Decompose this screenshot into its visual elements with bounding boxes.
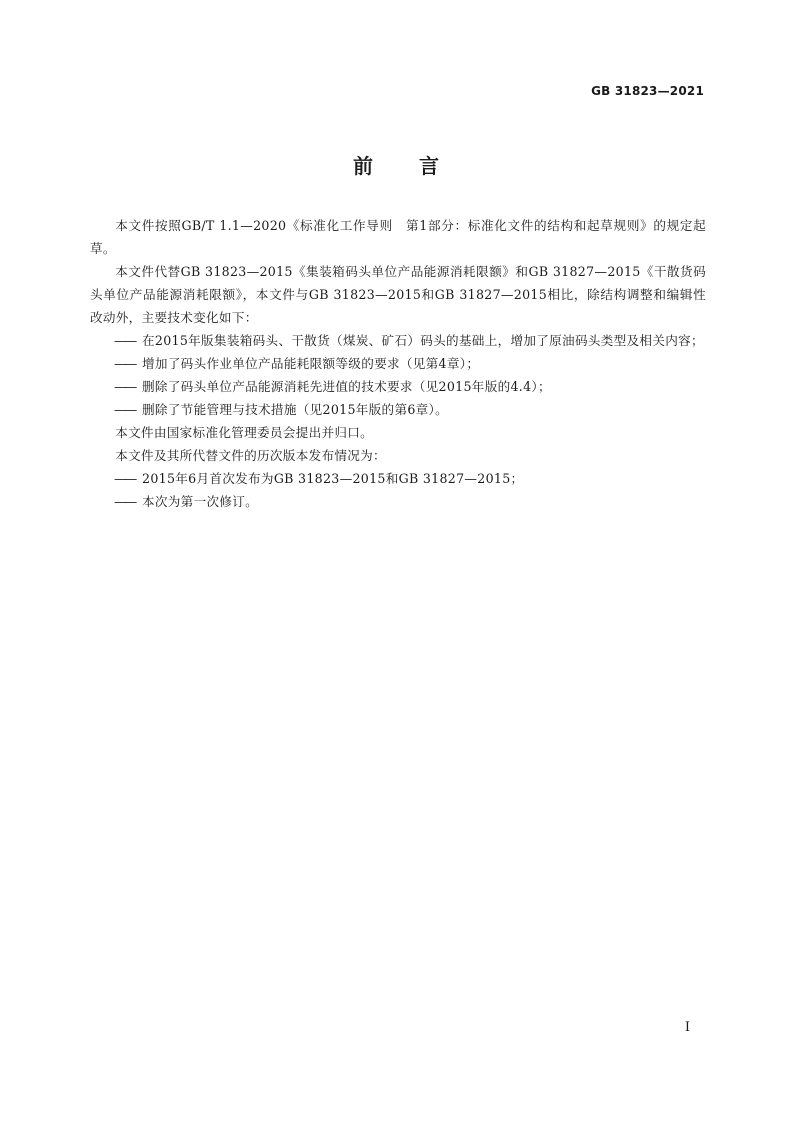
- list-item-text: 在2015年版集装箱码头、干散货（煤炭、矿石）码头的基础上，增加了原油码头类型及相关内容；: [142, 333, 704, 348]
- list-item: [90, 398, 706, 421]
- list-item: [90, 467, 706, 490]
- dash-marker: ——: [114, 402, 136, 417]
- dash-marker: ——: [114, 356, 136, 371]
- standard-number: GB 31823—2021: [591, 84, 704, 98]
- page-number: I: [684, 1020, 690, 1035]
- paragraph-replacement: 本文件代替GB 31823—2015《集装箱码头单位产品能源消耗限额》和GB 31827—2015《干散货码头单位产品能源消耗限额》，本文件与GB 31823—2015和GB 31827—2015相比，除结构调整和编辑性改动外，主要技术变化如下：: [90, 264, 706, 325]
- page-title: [0, 150, 794, 179]
- list-item-text: 删除了码头单位产品能源消耗先进值的技术要求（见2015年版的4.4）；: [142, 379, 551, 394]
- dash-marker: ——: [114, 494, 136, 509]
- title-char-2: 言: [419, 154, 441, 178]
- list-item: [90, 375, 706, 398]
- list-item-text: 本次为第一次修订。: [142, 494, 259, 509]
- title-char-1: 前: [353, 154, 375, 178]
- list-item: [90, 490, 706, 513]
- paragraph-proposer: 本文件由国家标准化管理委员会提出并归口。: [115, 425, 374, 440]
- dash-marker: ——: [114, 471, 136, 486]
- foreword-body: [90, 214, 706, 513]
- paragraph-history: 本文件及其所代替文件的历次版本发布情况为：: [115, 448, 386, 463]
- list-item-text: 删除了节能管理与技术措施（见2015年版的第6章）。: [142, 402, 449, 417]
- dash-marker: ——: [114, 333, 136, 348]
- dash-marker: ——: [114, 379, 136, 394]
- list-item: [90, 329, 706, 352]
- paragraph-drafting-rules: 本文件按照GB/T 1.1—2020《标准化工作导则 第1部分：标准化文件的结构和起草规则》的规定起草。: [90, 218, 706, 256]
- list-item-text: 增加了码头作业单位产品能耗限额等级的要求（见第4章）；: [142, 356, 480, 371]
- list-item: [90, 352, 706, 375]
- list-item-text: 2015年6月首次发布为GB 31823—2015和GB 31827—2015；: [142, 471, 524, 486]
